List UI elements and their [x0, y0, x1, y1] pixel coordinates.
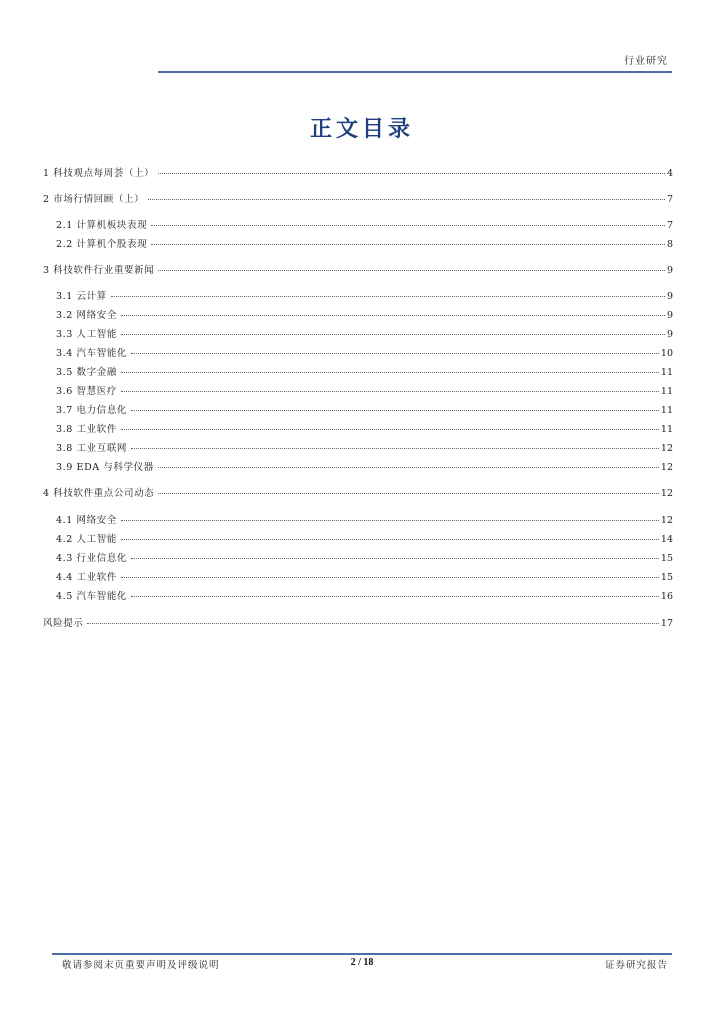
toc-entry[interactable]: [56, 404, 673, 418]
toc-entry-text: 4.5 汽车智能化: [56, 591, 128, 602]
toc-entry-text: 风险提示: [43, 618, 84, 629]
toc-leader-dots: [158, 493, 659, 494]
toc-leader-dots: [158, 270, 665, 271]
toc-entry[interactable]: [56, 442, 673, 456]
toc-leader-dots: [131, 410, 659, 411]
toc-leader-dots: [131, 558, 659, 559]
toc-entry[interactable]: [56, 571, 673, 585]
toc-entry-text: 3 科技软件行业重要新闻: [43, 265, 155, 276]
footer-page-number: 2 / 18: [350, 957, 374, 968]
toc-entry-page: 9: [666, 329, 673, 340]
toc-leader-dots: [148, 199, 665, 200]
toc-entry-text: 2 市场行情回顾（上）: [43, 194, 145, 205]
toc-entry-text: 4.1 网络安全: [56, 515, 117, 526]
toc-leader-dots: [131, 353, 659, 354]
toc-entry-text: 3.3 人工智能: [56, 329, 117, 340]
toc-entry[interactable]: [56, 219, 673, 233]
toc-entry-text: 3.7 电力信息化: [56, 405, 128, 416]
toc-entry-page: 17: [660, 618, 673, 629]
toc-leader-dots: [131, 448, 659, 449]
toc-entry[interactable]: [56, 385, 673, 399]
toc-entry-page: 4: [666, 168, 673, 179]
toc-entry-page: 11: [660, 367, 673, 378]
toc-entry[interactable]: [56, 347, 673, 361]
toc-entry-text: 2.1 计算机板块表现: [56, 220, 148, 231]
toc-entry[interactable]: [56, 461, 673, 475]
toc-leader-dots: [151, 244, 665, 245]
toc-entry[interactable]: [56, 552, 673, 566]
toc-entry-page: 11: [660, 405, 673, 416]
toc-leader-dots: [121, 334, 665, 335]
toc-entry-text: 4.3 行业信息化: [56, 553, 128, 564]
toc-leader-dots: [121, 520, 659, 521]
toc-entry[interactable]: [56, 328, 673, 342]
toc-entry-text: 3.6 智慧医疗: [56, 386, 117, 397]
toc-entry-text: 3.1 云计算: [56, 291, 107, 302]
toc-leader-dots: [158, 173, 665, 174]
toc-entry-text: 3.8 工业互联网: [56, 443, 128, 454]
toc-entry-page: 15: [660, 572, 673, 583]
footer-rule: [52, 953, 672, 955]
toc-entry[interactable]: [43, 617, 673, 631]
toc-entry[interactable]: [43, 167, 673, 181]
toc-entry-text: 4.2 人工智能: [56, 534, 117, 545]
toc-entry[interactable]: [56, 590, 673, 604]
toc-entry[interactable]: [56, 238, 673, 252]
toc-leader-dots: [151, 225, 665, 226]
toc-entry-text: 2.2 计算机个股表现: [56, 239, 148, 250]
toc-entry-page: 7: [666, 220, 673, 231]
toc-entry-page: 11: [660, 424, 673, 435]
toc-entry-text: 1 科技观点每周荟（上）: [43, 168, 155, 179]
toc-leader-dots: [121, 315, 665, 316]
header-label: 行业研究: [624, 56, 668, 67]
toc-entry-text: 3.4 汽车智能化: [56, 348, 128, 359]
toc-entry[interactable]: [43, 487, 673, 501]
toc-entry-page: 11: [660, 386, 673, 397]
toc-entry-page: 10: [660, 348, 673, 359]
toc-entry-page: 12: [660, 515, 673, 526]
toc-entry-text: 3.9 EDA 与科学仪器: [56, 462, 154, 473]
toc-title: 正文目录: [309, 116, 414, 142]
toc-entry[interactable]: [56, 366, 673, 380]
toc-entry-text: 4 科技软件重点公司动态: [43, 488, 155, 499]
toc-leader-dots: [158, 467, 659, 468]
toc-entry-page: 12: [660, 488, 673, 499]
toc-leader-dots: [131, 596, 659, 597]
toc-leader-dots: [121, 539, 659, 540]
toc-leader-dots: [121, 391, 659, 392]
toc-leader-dots: [111, 296, 665, 297]
toc-entry-page: 9: [666, 265, 673, 276]
toc-entry-page: 14: [660, 534, 673, 545]
footer-disclaimer: 敬请参阅末页重要声明及评级说明: [62, 960, 220, 971]
toc-entry-page: 9: [666, 310, 673, 321]
toc-entry[interactable]: [56, 514, 673, 528]
header-rule: [158, 71, 672, 73]
toc-entry[interactable]: [56, 533, 673, 547]
toc-entry-text: 3.2 网络安全: [56, 310, 117, 321]
toc-leader-dots: [121, 372, 659, 373]
toc-entry-page: 8: [666, 239, 673, 250]
toc-leader-dots: [121, 577, 659, 578]
toc-entry-text: 3.8 工业软件: [56, 424, 117, 435]
toc-entry[interactable]: [43, 193, 673, 207]
toc-entry-page: 16: [660, 591, 673, 602]
toc-entry-page: 15: [660, 553, 673, 564]
toc-entry-page: 12: [660, 462, 673, 473]
footer-source: 证券研究报告: [604, 960, 668, 971]
toc-entry-text: 3.5 数字金融: [56, 367, 117, 378]
toc-leader-dots: [121, 429, 659, 430]
toc-entry[interactable]: [56, 423, 673, 437]
toc-entry-page: 12: [660, 443, 673, 454]
toc-entry-page: 9: [666, 291, 673, 302]
toc-entry[interactable]: [56, 309, 673, 323]
toc-leader-dots: [87, 623, 659, 624]
toc-entry-text: 4.4 工业软件: [56, 572, 117, 583]
toc-entry-page: 7: [666, 194, 673, 205]
toc-entry[interactable]: [43, 264, 673, 278]
toc-entry[interactable]: [56, 290, 673, 304]
